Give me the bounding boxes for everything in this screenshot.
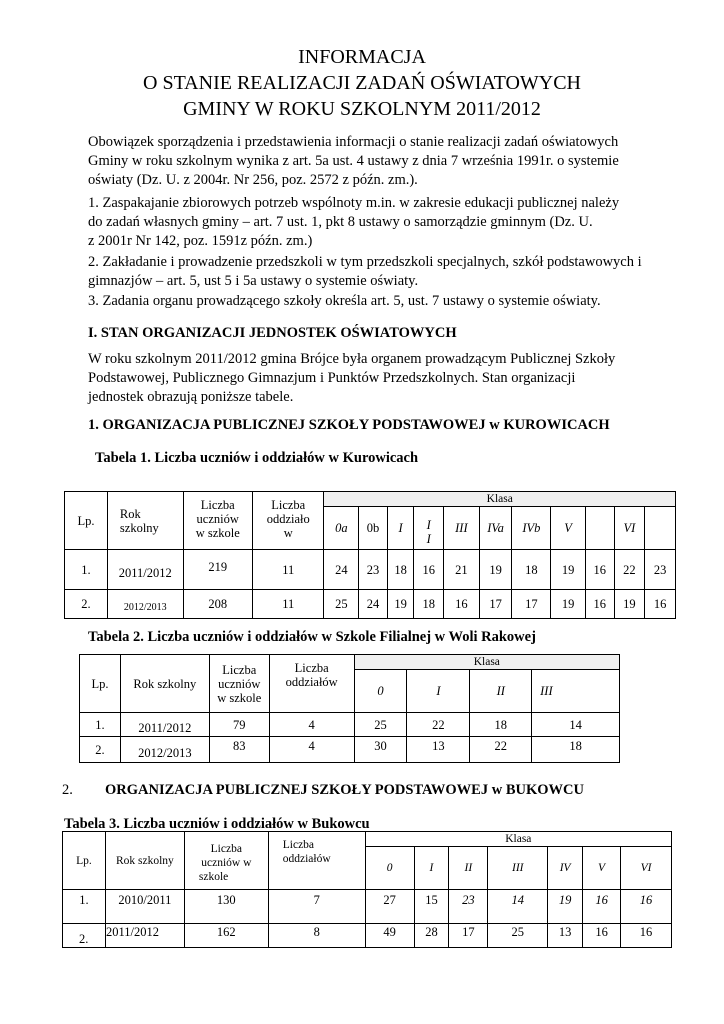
table-caption: Tabela 1. Liczba uczniów i oddziałów w Kurowicach	[95, 450, 419, 466]
section-heading: I. STAN ORGANIZACJI JEDNOSTEK OŚWIATOWYCH	[88, 325, 457, 341]
cell-value: 25	[354, 713, 407, 737]
header-text: szkolny	[119, 520, 159, 535]
cell-value: 16	[621, 890, 672, 924]
subsection-heading: 1. ORGANIZACJA PUBLICZNEJ SZKOŁY PODSTAWOWEJ w KUROWICACH	[88, 417, 610, 433]
cell-value: 14	[488, 890, 548, 924]
text-line: 1. Zaspakajanie zbiorowych potrzeb wspólnoty m.in. w zakresie edukacji publicznej należy	[88, 195, 620, 211]
cell-value: 22	[614, 550, 645, 590]
class-header: VI	[621, 847, 672, 890]
class-header	[585, 507, 614, 550]
cell-oddzialy: 8	[268, 924, 365, 948]
cell-value: 19	[479, 550, 512, 590]
header-text: Liczba	[200, 498, 235, 512]
cell-value: 16	[444, 590, 480, 619]
class-header: I	[414, 847, 449, 890]
header-klasa: Klasa	[354, 655, 619, 670]
cell-lp: 1.	[80, 713, 121, 737]
class-header: II	[449, 847, 488, 890]
header-uczniowie	[183, 492, 252, 550]
header-klasa: Klasa	[365, 832, 671, 847]
cell-value: 19	[387, 590, 414, 619]
header-text: uczniów	[196, 512, 239, 526]
class-header: IVa	[479, 507, 512, 550]
cell-value: 18	[512, 550, 551, 590]
cell-oddzialy: 11	[252, 550, 324, 590]
cell-value: 16	[621, 924, 672, 948]
header-lp: Lp.	[80, 655, 121, 713]
title-line: INFORMACJA	[298, 46, 426, 68]
header-uczniowie	[209, 655, 269, 713]
header-rok	[107, 492, 183, 550]
header-text: Liczba	[282, 839, 315, 851]
class-header: I	[387, 507, 414, 550]
cell-value: 17	[449, 924, 488, 948]
header-text: Liczba	[294, 661, 329, 675]
cell-value: 18	[387, 550, 414, 590]
cell-value: 23	[359, 550, 388, 590]
text-line: 3. Zadania organu prowadzącego szkoły określa art. 5, ust. 7 ustawy o systemie oświaty.	[88, 293, 601, 309]
class-header	[414, 507, 444, 550]
document-title	[0, 44, 724, 122]
text-line: 2. Zakładanie i prowadzenie przedszkoli w tym przedszkoli specjalnych, szkół podstawowych i	[88, 254, 642, 270]
header-oddzialy	[268, 832, 365, 890]
cell-rok: 2012/2013	[120, 737, 209, 763]
header-text: oddziało	[266, 512, 310, 526]
table-caption: Tabela 3. Liczba uczniów i oddziałów w Bukowcu	[64, 816, 370, 832]
list-paragraph-1	[88, 194, 644, 251]
subsection-heading: ORGANIZACJA PUBLICZNEJ SZKOŁY PODSTAWOWEJ w BUKOWCU	[105, 782, 584, 798]
cell-uczniowie: 208	[183, 590, 252, 619]
header-uczniowie	[184, 832, 268, 890]
table-row	[80, 737, 620, 763]
class-header: I	[407, 670, 470, 713]
table-1	[64, 491, 676, 619]
text-line: do zadań własnych gminy – art. 7 ust. 1, pkt 8 ustawy o samorządzie gminnym (Dz. U.	[88, 214, 593, 230]
header-oddzialy	[269, 655, 354, 713]
cell-rok: 2011/2012	[120, 713, 209, 737]
class-header: V	[583, 847, 621, 890]
cell-value: 19	[551, 590, 586, 619]
text-line: gimnazjów – art. 5, ust 5 i 5a ustawy o systemie oświaty.	[88, 273, 419, 289]
cell-value: 24	[359, 590, 388, 619]
cell-value: 16	[585, 550, 614, 590]
table-row	[80, 713, 620, 737]
class-header: II	[470, 670, 532, 713]
cell-oddzialy: 4	[269, 737, 354, 763]
table-3	[62, 831, 672, 948]
table-row	[65, 590, 676, 619]
cell-value: 13	[548, 924, 583, 948]
text-line: z 2001r Nr 142, poz. 1591z późn. zm.)	[88, 233, 313, 249]
cell-value: 19	[548, 890, 583, 924]
header-text: Rok	[119, 506, 141, 521]
cell-value: 18	[532, 737, 620, 763]
header-text: Liczba	[222, 662, 257, 677]
cell-rok: 2011/2012	[105, 924, 184, 948]
header-lp: Lp.	[65, 492, 108, 550]
cell-value: 25	[324, 590, 359, 619]
class-header: III	[532, 670, 620, 713]
cell-lp: 2.	[63, 924, 106, 948]
header-text: w	[283, 526, 293, 540]
class-header: III	[444, 507, 480, 550]
class-header: 0b	[359, 507, 388, 550]
cell-value: 27	[365, 890, 414, 924]
cell-value: 17	[512, 590, 551, 619]
header-lp: Lp.	[63, 832, 106, 890]
cell-value: 15	[414, 890, 449, 924]
cell-value: 23	[449, 890, 488, 924]
header-text: Liczba	[271, 498, 306, 512]
title-line: O STANIE REALIZACJI ZADAŃ OŚWIATOWYCH	[143, 72, 581, 94]
cell-lp: 1.	[65, 550, 108, 590]
cell-value: 23	[645, 550, 676, 590]
header-klasa: Klasa	[324, 492, 676, 507]
table-row	[63, 924, 672, 948]
header-oddzialy	[252, 492, 324, 550]
section-paragraph	[88, 350, 644, 407]
text-line: Obowiązek sporządzenia i przedstawienia informacji o stanie realizacji zadań oświatowych	[88, 134, 619, 150]
text-line: Gminy w roku szkolnym wynika z art. 5a ust. 4 ustawy z dnia 7 września 1991r. o systemie	[88, 153, 619, 169]
cell-value: 16	[583, 890, 621, 924]
cell-value: 21	[444, 550, 480, 590]
class-header: IVb	[512, 507, 551, 550]
subsection-number: 2.	[62, 782, 73, 798]
cell-value: 18	[470, 713, 532, 737]
cell-value: 19	[551, 550, 586, 590]
cell-uczniowie: 130	[184, 890, 268, 924]
class-header: V	[551, 507, 586, 550]
cell-value: 25	[488, 924, 548, 948]
cell-rok: 2012/2013	[107, 590, 183, 619]
header-text: w szkole	[217, 690, 262, 705]
list-paragraph-3	[88, 292, 644, 311]
header-text: szkole	[198, 870, 229, 883]
cell-value: 30	[354, 737, 407, 763]
class-header: IV	[548, 847, 583, 890]
table-row	[65, 550, 676, 590]
table-caption: Tabela 2. Liczba uczniów i oddziałów w Szkole Filialnej w Woli Rakowej	[88, 629, 536, 645]
class-header: III	[488, 847, 548, 890]
cell-value: 16	[585, 590, 614, 619]
cell-value: 28	[414, 924, 449, 948]
header-text: Liczba	[210, 842, 242, 855]
class-header-text: I	[426, 518, 431, 532]
cell-value: 22	[470, 737, 532, 763]
header-text: uczniów w	[201, 856, 252, 869]
text-line: W roku szkolnym 2011/2012 gmina Brójce była organem prowadzącym Publicznej Szkoły	[88, 351, 616, 367]
cell-value: 16	[583, 924, 621, 948]
cell-value: 19	[614, 590, 645, 619]
class-header: 0a	[324, 507, 359, 550]
header-rok: Rok szkolny	[105, 832, 184, 890]
header-text: oddziałów	[285, 675, 338, 689]
class-header-text: I	[426, 532, 431, 546]
cell-value: 16	[414, 550, 444, 590]
cell-value: 16	[645, 590, 676, 619]
cell-uczniowie: 219	[183, 550, 252, 590]
cell-value: 14	[532, 713, 620, 737]
class-header	[645, 507, 676, 550]
cell-value: 22	[407, 713, 470, 737]
cell-oddzialy: 11	[252, 590, 324, 619]
cell-value: 18	[414, 590, 444, 619]
header-text: oddziałów	[282, 853, 331, 865]
cell-value: 49	[365, 924, 414, 948]
text-line: Podstawowej, Publicznego Gimnazjum i Punktów Przedszkolnych. Stan organizacji	[88, 370, 576, 386]
class-header: VI	[614, 507, 645, 550]
header-rok: Rok szkolny	[120, 655, 209, 713]
cell-uczniowie: 79	[209, 713, 269, 737]
cell-uczniowie: 162	[184, 924, 268, 948]
intro-paragraph	[88, 133, 644, 190]
cell-uczniowie: 83	[209, 737, 269, 763]
cell-oddzialy: 4	[269, 713, 354, 737]
text-line: oświaty (Dz. U. z 2004r. Nr 256, poz. 2572 z późn. zm.).	[88, 172, 418, 188]
cell-lp: 1.	[63, 890, 106, 924]
cell-value: 24	[324, 550, 359, 590]
header-text: uczniów	[218, 676, 261, 691]
cell-lp: 2.	[65, 590, 108, 619]
cell-rok: 2011/2012	[107, 550, 183, 590]
cell-value: 13	[407, 737, 470, 763]
list-paragraph-2	[88, 253, 644, 291]
text-line: jednostek obrazują poniższe tabele.	[88, 389, 294, 405]
class-header: 0	[365, 847, 414, 890]
header-text: w szkole	[195, 526, 240, 540]
cell-value: 17	[479, 590, 512, 619]
title-line: GMINY W ROKU SZKOLNYM 2011/2012	[183, 98, 541, 120]
cell-lp: 2.	[80, 737, 121, 763]
cell-oddzialy: 7	[268, 890, 365, 924]
table-2	[79, 654, 620, 763]
table-row	[63, 890, 672, 924]
cell-rok: 2010/2011	[105, 890, 184, 924]
class-header: 0	[354, 670, 407, 713]
